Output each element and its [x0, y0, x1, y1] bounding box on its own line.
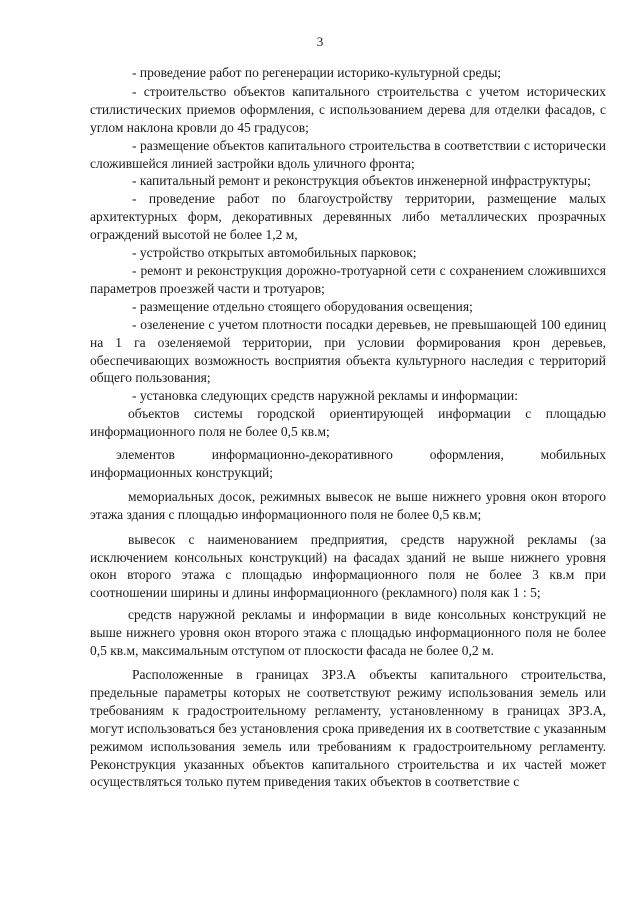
paragraph-zrz-objects: Расположенные в границах ЗРЗ.А объекты капитального строительства, предельные параметры которых не соответствуют режиму использования земель или требованиям к градостроительному регламенту, установленному в границах ЗРЗ.А, могут использоваться без установления срока приведения их в соответствие с указанным режимом использования земель или требованиям к градостроительному регламенту. Реконструкция указанных объектов капитального строительства и их частей может осуществляться только путем приведения таких объектов в соответствие с [90, 667, 606, 790]
page-number: 3 [316, 34, 324, 49]
body-text [90, 64, 606, 791]
paragraph-lighting: - размещение отдельно стоящего оборудования освещения; [132, 298, 473, 314]
paragraph-greening: - озеленение с учетом плотности посадки деревьев, не превышающей 100 единиц на 1 га озеленяемой территории, при условии формирования крон деревьев, обеспечивающих возможность восприятия объекта культурного наследия с территорий общего пользования; [90, 316, 606, 386]
paragraph-infrastructure-repair: - капитальный ремонт и реконструкция объектов инженерной инфраструктуры; [132, 173, 591, 189]
paragraph-construction-style: - строительство объектов капитального строительства с учетом исторических стилистических приемов оформления, с использованием дерева для отделки фасадов, с углом наклона кровли до 45 градусов; [90, 83, 606, 135]
paragraph-memorial-plaques: мемориальных досок, режимных вывесок не выше нижнего уровня окон второго этажа здания с площадью информационного поля не более 0,5 кв.м; [90, 488, 606, 522]
paragraph-regeneration: - проведение работ по регенерации историко-культурной среды; [132, 65, 502, 80]
paragraph-landscaping: - проведение работ по благоустройству территории, размещение малых архитектурных форм, декоративных деревянных либо металлических прозрачных ограждений высотой не более 1,2 м, [90, 191, 606, 243]
paragraph-building-line: - размещение объектов капитального строительства в соответствии с исторически сложившейся линией застройки вдоль уличного фронта; [90, 137, 606, 171]
paragraph-decorative-elements: элементов информационно-декоративного оформления, мобильных информационных конструкций; [90, 447, 606, 480]
paragraph-parking: - устройство открытых автомобильных парковок; [132, 245, 417, 261]
paragraph-advertising-intro: - установка следующих средств наружной рекламы и информации: [132, 388, 519, 404]
paragraph-road-network: - ремонт и реконструкция дорожно-тротуарной сети с сохранением сложившихся параметров проезжей части и тротуаров; [90, 262, 606, 296]
paragraph-console-structures: средств наружной рекламы и информации в виде консольных конструкций не выше нижнего уровня окон второго этажа с площадью информационного поля не более 0,5 кв.м, максимальным отступом от плоскости фасада не более 0,2 м. [90, 607, 606, 659]
paragraph-signboards: вывесок с наименованием предприятия, средств наружной рекламы (за исключением консольных конструкций) на фасадах зданий не выше нижнего уровня окон второго этажа с площадью информационного поля не более 3 кв.м при соотношении ширины и длины информационного (рекламного) поля как 1 : 5; [90, 531, 606, 601]
paragraph-orientation-info: объектов системы городской ориентирующей информации с площадью информационного поля не более 0,5 кв.м; [90, 406, 606, 440]
